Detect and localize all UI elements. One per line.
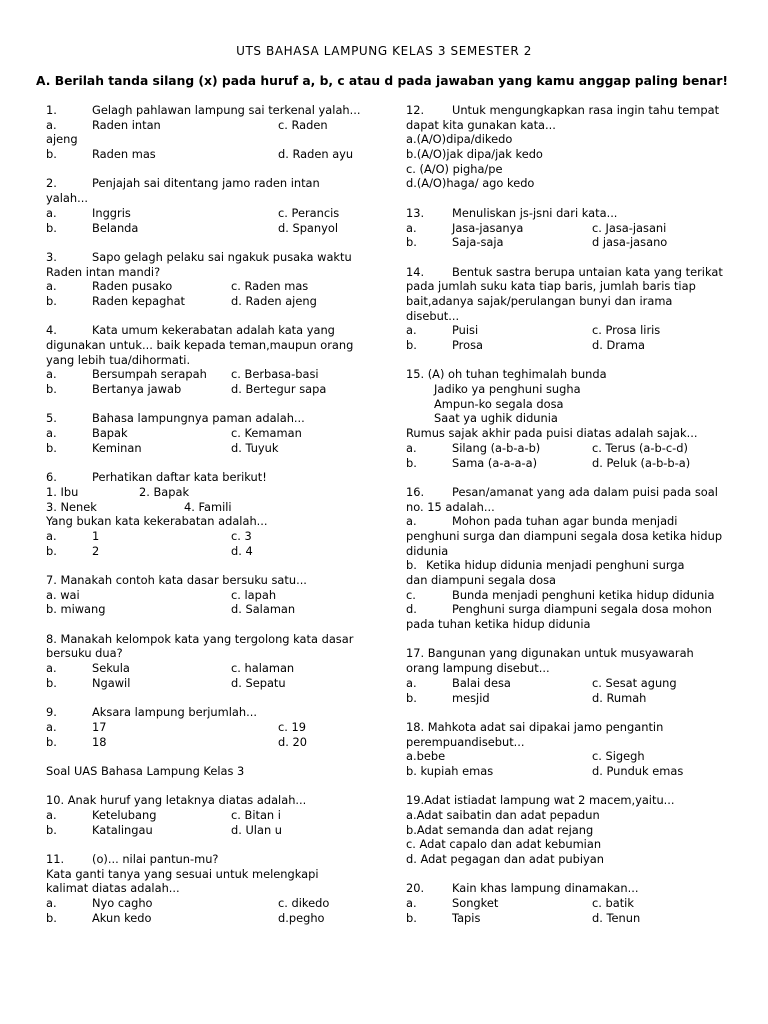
text-q2-b_l: b.: [46, 220, 57, 235]
text-q6-text: Perhatikan daftar kata berikut!: [92, 470, 267, 485]
text-q18-d: d. Punduk emas: [592, 763, 684, 778]
text-q11-a_l: a.: [46, 896, 57, 911]
text-q4-text: Kata umum kekerabatan adalah kata yang: [92, 323, 335, 338]
text-q12-c: c. (A/O) pigha/pe: [406, 161, 503, 176]
text-q13-c: c. Jasa-jasani: [592, 220, 667, 235]
text-q18-c: c. Sigegh: [592, 749, 645, 764]
text-q14-b_l: b.: [406, 338, 417, 352]
text-q17-text: 17. Bangunan yang digunakan untuk musyawarah: [406, 646, 694, 661]
text-q14-a: Puisi: [452, 323, 479, 338]
text-q6-i1: 1. Ibu: [46, 484, 79, 499]
text-q14-d: d. Drama: [592, 338, 645, 352]
text-q9-c: c. 19: [278, 719, 306, 734]
text-q15-p3: Saat ya ughik didunia: [434, 411, 558, 426]
text-q2-a_l: a.: [46, 205, 57, 220]
text-q1-num: 1.: [46, 103, 57, 117]
question-18: [406, 720, 746, 779]
text-q16-b2: dan diampuni segala dosa: [406, 573, 557, 587]
text-q2-text: Penjajah sai ditentang jamo raden intan: [92, 176, 320, 191]
left-column: [46, 103, 380, 940]
text-q16-cont: no. 15 adalah...: [406, 499, 495, 514]
text-q8-c: c. halaman: [231, 661, 295, 676]
text-q3-d: d. Raden ajeng: [231, 293, 317, 308]
text-q6-a_l: a.: [46, 528, 57, 543]
text-q15-ask: Rumus sajak akhir pada puisi diatas adalah sajak...: [406, 426, 698, 441]
text-q17-b_l: b.: [406, 690, 417, 705]
text-q20-d: d. Tenun: [592, 910, 641, 925]
text-q12-text: Untuk mengungkapkan rasa ingin tahu tempat: [452, 103, 720, 117]
question-4: [46, 323, 380, 396]
question-3: [46, 250, 380, 309]
text-q11-text: (o)... nilai pantun-mu?: [92, 852, 219, 867]
text-q6-a: 1: [92, 528, 100, 543]
text-q12-b: b.(A/O)jak dipa/jak kedo: [406, 147, 543, 162]
text-q17-a: Balai desa: [452, 675, 511, 690]
text-q8-b_l: b.: [46, 675, 57, 690]
text-q15-a_l: a.: [406, 440, 417, 455]
text-q11-b: Akun kedo: [92, 910, 152, 925]
text-q10-d: d. Ulan u: [231, 822, 283, 837]
text-q1-b: Raden mas: [92, 147, 156, 162]
text-q12-a: a.(A/O)dipa/dikedo: [406, 132, 513, 147]
text-q1-wrap: ajeng: [46, 132, 78, 147]
text-q3-a_l: a.: [46, 279, 57, 294]
text-q16-num: 16.: [406, 484, 425, 499]
text-q9-b_l: b.: [46, 734, 57, 749]
text-q7-b: b. miwang: [46, 602, 106, 617]
subtitle: [46, 764, 380, 779]
text-q13-b_l: b.: [406, 235, 417, 250]
text-q16-b1: Ketika hidup didunia menjadi penghuni surga: [426, 558, 685, 573]
text-q14-a_l: a.: [406, 323, 417, 338]
text-q14-text: Bentuk sastra berupa untaian kata yang terikat: [452, 264, 723, 279]
text-q1-d: d. Raden ayu: [278, 147, 354, 162]
text-q10-b: Katalingau: [92, 822, 153, 837]
question-12: [406, 103, 746, 191]
text-q3-b_l: b.: [46, 293, 57, 308]
text-q14-b: Prosa: [452, 338, 483, 352]
text-q6-ask: Yang bukan kata kekerabatan adalah...: [46, 514, 268, 529]
text-q18-cont: perempuandisebut...: [406, 734, 525, 749]
text-q1-a_l: a.: [46, 117, 57, 132]
text-q11-a: Nyo cagho: [92, 896, 153, 911]
text-q19-text: 19.Adat istiadat lampung wat 2 macem,yaitu...: [406, 793, 675, 808]
text-q7-c: c. lapah: [231, 587, 277, 602]
text-q3-num: 3.: [46, 249, 57, 264]
text-q1-c: c. Raden: [278, 117, 328, 132]
text-q6-i2: 2. Bapak: [139, 484, 190, 499]
text-q10-a: Ketelubang: [92, 808, 157, 822]
text-q19-d: d. Adat pegagan dan adat pubiyan: [406, 852, 604, 867]
text-q6-num: 6.: [46, 470, 57, 485]
text-q5-d: d. Tuyuk: [231, 440, 279, 455]
text-q20-text: Kain khas lampung dinamakan...: [452, 881, 639, 896]
text-q20-b_l: b.: [406, 910, 417, 925]
text-q12-d: d.(A/O)haga/ ago kedo: [406, 176, 535, 191]
text-q13-num: 13.: [406, 205, 425, 220]
text-q4-b_l: b.: [46, 382, 57, 397]
question-20: [406, 881, 746, 925]
text-q3-a: Raden pusako: [92, 279, 173, 294]
text-q20-num: 20.: [406, 881, 425, 896]
text-q18-a: a.bebe: [406, 749, 446, 764]
question-19: [406, 793, 746, 866]
text-q15-p1: Jadiko ya penghuni sugha: [434, 382, 581, 397]
text-q13-a: Jasa-jasanya: [452, 220, 524, 235]
text-q4-a_l: a.: [46, 367, 57, 382]
text-q9-a: 17: [92, 719, 107, 734]
text-q1-text: Gelagh pahlawan lampung sai terkenal yalah...: [92, 103, 361, 117]
text-q6-b: 2: [92, 543, 100, 558]
question-11: [46, 852, 380, 925]
text-q18-b: b. kupiah emas: [406, 763, 494, 778]
text-q5-num: 5.: [46, 411, 57, 426]
text-q8-a_l: a.: [46, 661, 57, 676]
text-q14-num: 14.: [406, 264, 425, 279]
text-q7-d: d. Salaman: [231, 602, 296, 617]
text-q7-text: 7. Manakah contoh kata dasar bersuku satu...: [46, 573, 307, 587]
text-q11-c: c. dikedo: [278, 896, 330, 911]
text-q3-b: Raden kepaghat: [92, 293, 186, 308]
text-q2-a: Inggris: [92, 205, 131, 220]
text-q12-num: 12.: [406, 103, 425, 117]
question-15: [406, 367, 746, 470]
text-q15-d: d. Peluk (a-b-b-a): [592, 455, 691, 470]
text-q13-a_l: a.: [406, 220, 417, 235]
text-q6-b_l: b.: [46, 543, 57, 558]
text-q8-a: Sekula: [92, 661, 130, 676]
text-q5-c: c. Kemaman: [231, 426, 302, 441]
text-q8-b: Ngawil: [92, 675, 131, 690]
text-q16-a2: penghuni surga dan diampuni segala dosa ketika hidup: [406, 528, 723, 543]
text-q4-d: d. Bertegur sapa: [231, 382, 327, 397]
text-q12-cont: dapat kita gunakan kata...: [406, 117, 556, 132]
text-q20-b: Tapis: [452, 910, 481, 925]
text-q20-a: Songket: [452, 896, 499, 911]
text-q11-d: d.pegho: [278, 910, 325, 925]
text-q13-d: d jasa-jasano: [592, 235, 668, 250]
text-q4-a: Bersumpah serapah: [92, 367, 207, 382]
text-q3-c: c. Raden mas: [231, 279, 309, 294]
text-q1-b_l: b.: [46, 147, 57, 162]
text-q16-a1: Mohon pada tuhan agar bunda menjadi: [452, 514, 678, 529]
text-q8-d: d. Sepatu: [231, 675, 286, 690]
question-14: [406, 265, 746, 353]
text-q2-d: d. Spanyol: [278, 220, 339, 235]
text-q15-p2: Ampun-ko segala dosa: [434, 396, 564, 411]
text-q14-cont3: disebut...: [406, 308, 460, 323]
text-q14-cont2: bait,adanya sajak/perulangan bunyi dan irama: [406, 293, 673, 308]
text-q9-a_l: a.: [46, 719, 57, 734]
text-q17-cont: orang lampung disebut...: [406, 661, 550, 676]
text-q9-text: Aksara lampung berjumlah...: [92, 705, 257, 720]
text-q16-c_l: c.: [406, 587, 416, 602]
page-title: UTS BAHASA LAMPUNG KELAS 3 SEMESTER 2: [236, 44, 532, 58]
text-q17-c: c. Sesat agung: [592, 675, 677, 690]
question-7: [46, 573, 380, 617]
text-q17-b: mesjid: [452, 690, 490, 705]
text-q14-cont1: pada jumlah suku kata tiap baris, jumlah baris tiap: [406, 279, 696, 294]
text-q13-b: Saja-saja: [452, 235, 504, 250]
right-column: [406, 103, 746, 940]
text-q16-c: Bunda menjadi penghuni ketika hidup didunia: [452, 587, 715, 602]
text-q5-b_l: b.: [46, 440, 57, 455]
text-q2-cont: yalah...: [46, 191, 88, 206]
text-q20-a_l: a.: [406, 896, 417, 911]
text-q10-c: c. Bitan i: [231, 808, 281, 822]
text-q16-a3: didunia: [406, 543, 449, 558]
text-q19-a: a.Adat saibatin dan adat pepadun: [406, 808, 600, 822]
text-q4-num: 4.: [46, 323, 57, 338]
text-q5-a: Bapak: [92, 426, 128, 441]
text-q4-cont2: yang lebih tua/dihormati.: [46, 352, 191, 367]
text-q15-text: 15. (A) oh tuhan teghimalah bunda: [406, 367, 607, 382]
text-q17-d: d. Rumah: [592, 690, 647, 705]
text-q3-cont: Raden intan mandi?: [46, 264, 161, 279]
text-q4-b: Bertanya jawab: [92, 382, 182, 397]
text-q15-b_l: b.: [406, 455, 417, 470]
text-q4-cont1: digunakan untuk... baik kepada teman,maupun orang: [46, 338, 354, 352]
text-q6-i4: 4. Famili: [184, 499, 232, 514]
text-q16-d1: Penghuni surga diampuni segala dosa mohon: [452, 602, 712, 617]
text-q20-c: c. batik: [592, 896, 634, 911]
text-q2-c: c. Perancis: [278, 205, 340, 220]
text-q5-b: Keminan: [92, 440, 142, 455]
text-q15-c: c. Terus (a-b-c-d): [592, 440, 688, 455]
question-8: [46, 632, 380, 691]
text-q16-b_l: b.: [406, 558, 417, 573]
text-q5-a_l: a.: [46, 426, 57, 441]
question-9: [46, 705, 380, 749]
text-q2-b: Belanda: [92, 220, 139, 235]
text-q6-c: c. 3: [231, 528, 252, 543]
instruction: A. Berilah tanda silang (x) pada huruf a, b, c atau d pada jawaban yang kamu anggap paling benar!: [36, 74, 729, 88]
text-q15-a: Silang (a-b-a-b): [452, 440, 541, 455]
text-q3-text: Sapo gelagh pelaku sai ngakuk pusaka waktu: [92, 249, 352, 264]
text-q10-text: 10. Anak huruf yang letaknya diatas adalah...: [46, 793, 307, 808]
text-q13-text: Menuliskan js-jsni dari kata...: [452, 205, 618, 220]
text-q18-text: 18. Mahkota adat sai dipakai jamo pengantin: [406, 719, 664, 734]
text-q11-cont1: Kata ganti tanya yang sesuai untuk melengkapi: [46, 866, 319, 881]
text-q9-b: 18: [92, 734, 107, 749]
question-6: [46, 470, 380, 558]
question-17: [406, 646, 746, 705]
text-q6-d: d. 4: [231, 543, 253, 558]
text-q8-cont: bersuku dua?: [46, 646, 123, 661]
text-q1-a: Raden intan: [92, 117, 161, 132]
question-2: [46, 176, 380, 235]
question-16: [406, 485, 746, 632]
question-13: [406, 206, 746, 250]
text-q16-d2: pada tuhan ketika hidup didunia: [406, 617, 591, 632]
text-q9-d: d. 20: [278, 734, 307, 749]
text-q9-num: 9.: [46, 705, 57, 720]
text-q10-b_l: b.: [46, 822, 57, 837]
text-q14-c: c. Prosa liris: [592, 323, 661, 338]
text-q7-a: a. wai: [46, 587, 80, 602]
text-q10-a_l: a.: [46, 808, 57, 822]
text-q16-a_l: a.: [406, 514, 417, 529]
text-q16-text: Pesan/amanat yang ada dalam puisi pada soal: [452, 484, 718, 499]
text-q8-text: 8. Manakah kelompok kata yang tergolong kata dasar: [46, 631, 354, 646]
text-q11-b_l: b.: [46, 910, 57, 925]
text-q17-a_l: a.: [406, 675, 417, 690]
text-subtitle: Soal UAS Bahasa Lampung Kelas 3: [46, 763, 245, 778]
text-q15-b: Sama (a-a-a-a): [452, 455, 538, 470]
text-q11-num: 11.: [46, 852, 65, 867]
text-q5-text: Bahasa lampungnya paman adalah...: [92, 411, 305, 426]
text-q6-i3: 3. Nenek: [46, 499, 97, 514]
question-5: [46, 411, 380, 455]
text-q19-b: b.Adat semanda dan adat rejang: [406, 822, 594, 837]
text-q19-c: c. Adat capalo dan adat kebumian: [406, 837, 602, 852]
text-q2-num: 2.: [46, 176, 57, 191]
text-q4-c: c. Berbasa-basi: [231, 367, 319, 382]
text-q16-d_l: d.: [406, 602, 417, 617]
question-10: [46, 793, 380, 837]
text-q11-cont2: kalimat diatas adalah...: [46, 881, 180, 896]
question-1: [46, 103, 380, 162]
